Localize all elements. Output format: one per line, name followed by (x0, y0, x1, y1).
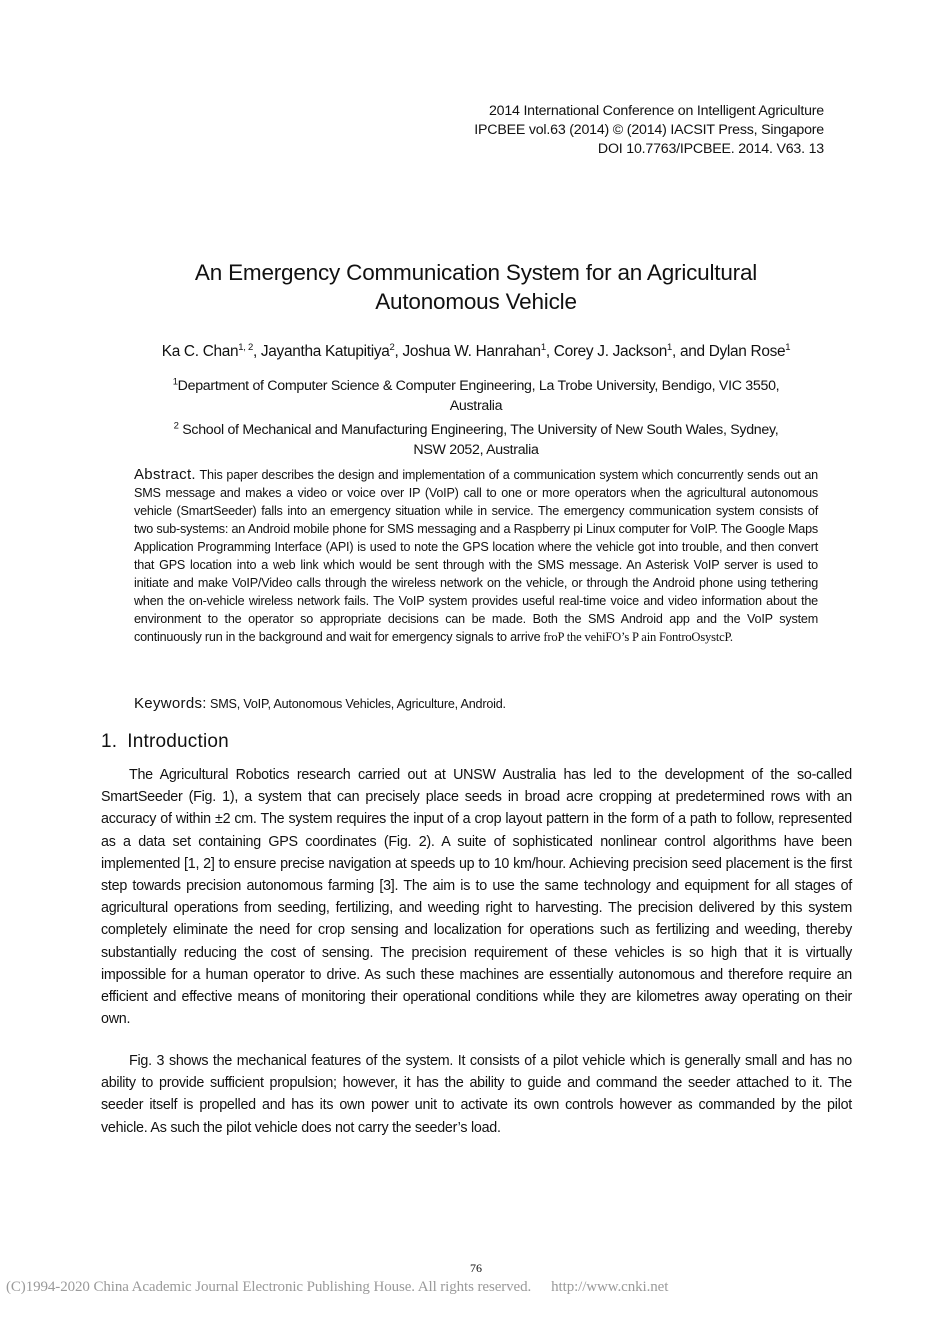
affiliation-2 (105, 420, 847, 460)
section-title: Introduction (127, 731, 229, 752)
author-name: Jayantha Katupitiya (260, 343, 390, 360)
title-line-1: An Emergency Communication System for an Agricultural (194, 260, 758, 285)
paragraph-text: The Agricultural Robotics research carried out at UNSW Australia has led to the development of the so-called SmartSeeder (Fig. 1), a system that can precisely place seeds in broad acre cropping at predetermined rows with an accuracy of within ±2 cm. The system requires the input of a crop layout pattern in the form of a path to follow, represented as a data set containing GPS coordinates (Fig. 2). A suite of sophisticated nonlinear control algorithms have been implemented [1, 2] to ensure precise navigation at speeds up to 10 km/hour. Achieving precision seed placement is the first step towards precision autonomous farming [3]. The aim is to use the same technology and equipment for all stages of agricultural operations from seeding, fertilizing, and weeding right to harvesting. The precision delivered by this system completely eliminate the need for crop sensing and localization for operations such as fertilizing and weeding, thereby substantially reducing the cost of sensing. The precision requirement of these vehicles is so high that it is virtually impossible for a human operator to drive. As such these machines are essentially autonomous and therefore require an efficient and effective means of monitoring their operational conditions while they are kilometres away operating on their own. (101, 767, 852, 1028)
author-affiliation-mark: 2 (389, 341, 395, 353)
author-separator: , and (672, 343, 709, 360)
affiliation-mark: 1 (172, 376, 178, 388)
affiliation-1 (105, 376, 847, 416)
paper-title (100, 258, 852, 316)
author-affiliation-mark: 1 (785, 341, 791, 353)
page-number: 76 (470, 1261, 482, 1275)
author-name: Corey J. Jackson (553, 343, 668, 360)
abstract-text: This paper describes the design and implementation of a communication system which concurrently sends out an SMS message and makes a video or voice over IP (VoIP) call to one or more operators when the agricultural autonomous vehicle (SmartSeeder) falls into an emergency situation while in service. The emergency communication system consists of two sub-systems: an Android mobile phone for SMS messaging and a Raspberry pi Linux computer for VoIP. The Google Maps Application Programming Interface (API) is used to note the GPS location where the vehicle got into trouble, and then convert that GPS location into a web link which would be sent through with the SMS message. An Asterisk VoIP server is used to initiate and make VoIP/Video calls through the wireless network on the vehicle, or through the Android phone using tethering when the on-vehicle wireless network fails. The VoIP system provides useful real-time voice and video information about the environment to the operator so appropriate decisions can be made. Both the SMS Android app and the VoIP system continuously run in the background and wait for emergency signals to arrive (134, 468, 818, 644)
author-separator: , (545, 343, 554, 360)
header-line-volume: IPCBEE vol.63 (2014) © (2014) IACSIT Press, Singapore (474, 122, 824, 138)
affiliation-line: NSW 2052, Australia (413, 442, 539, 458)
author-affiliation-mark: 1 (667, 341, 672, 353)
keywords (134, 694, 818, 714)
section-number: 1. (101, 731, 118, 752)
body-paragraph-1 (101, 764, 852, 1030)
cnki-footer (6, 1279, 946, 1296)
conference-header (224, 102, 824, 159)
affiliation-line: School of Mechanical and Manufacturing Engineering, The University of New South Wales, Sydney, (182, 422, 779, 438)
paragraph-text: Fig. 3 shows the mechanical features of the system. It consists of a pilot vehicle which is generally small and has no ability to provide sufficient propulsion; however, it has the ability to guide and command the seeder attached to it. The seeder itself is propelled and has its own power unit to activate its own controls however as commanded by the pilot vehicle. As such the pilot vehicle does not carry the seeder’s load. (101, 1053, 852, 1136)
title-line-2: Autonomous Vehicle (375, 289, 577, 314)
affiliation-line: Australia (449, 398, 503, 414)
footer-copyright: (C)1994-2020 China Academic Journal Electronic Publishing House. All rights reserved. (6, 1279, 532, 1295)
author-separator: , (252, 343, 261, 360)
body-paragraph-2 (101, 1050, 852, 1139)
author-name: Dylan Rose (708, 343, 786, 360)
keywords-text: SMS, VoIP, Autonomous Vehicles, Agriculture, Android. (210, 697, 506, 711)
abstract-garbled-text: froP the vehiFO’s P ain FontroOsystcP. (540, 630, 733, 644)
author-affiliation-mark: 1, 2 (238, 341, 253, 353)
abstract (134, 466, 818, 646)
footer-url: http://www.cnki.net (551, 1279, 669, 1295)
affiliation-mark: 2 (173, 420, 179, 432)
section-heading-introduction (101, 730, 229, 754)
author-separator: , (394, 343, 403, 360)
keywords-label: Keywords: (134, 695, 207, 712)
header-line-doi: DOI 10.7763/IPCBEE. 2014. V63. 13 (597, 141, 824, 157)
author-list (100, 342, 852, 362)
affiliation-line: Department of Computer Science & Computer Engineering, La Trobe University, Bendigo, VIC 3550, (177, 378, 780, 394)
author-name: Ka C. Chan (161, 343, 239, 360)
author-name: Joshua W. Hanrahan (402, 343, 541, 360)
abstract-label: Abstract. (134, 466, 196, 483)
author-affiliation-mark: 1 (540, 341, 546, 353)
header-line-conference: 2014 International Conference on Intelligent Agriculture (488, 103, 824, 119)
